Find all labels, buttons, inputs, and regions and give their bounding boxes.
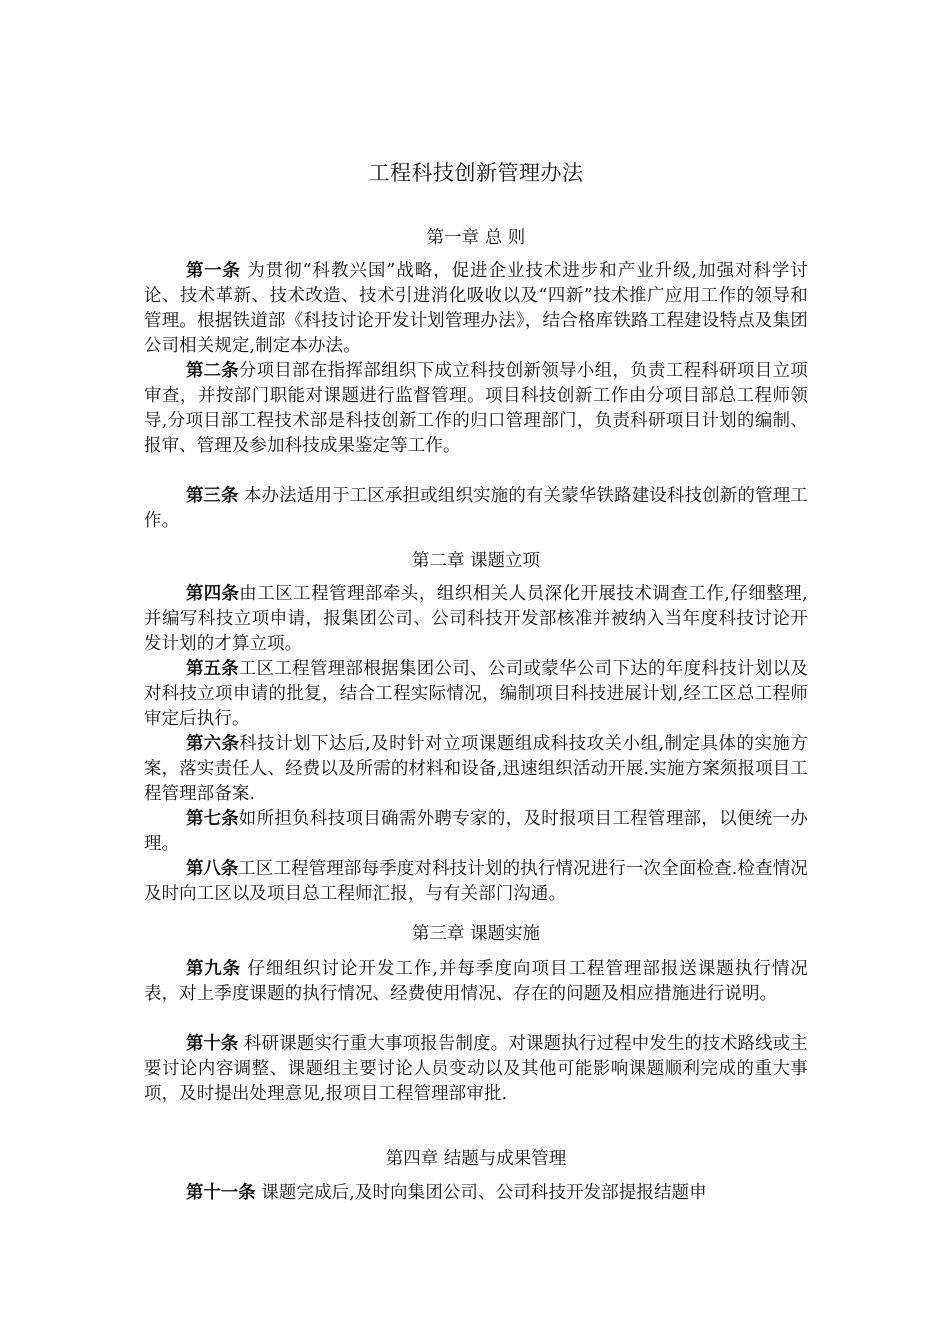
article-text: 仔细组织讨论开发工作,并每季度向项目工程管理部报送课题执行情况表，对上季度课题的执行情况、经费使用情况、存在的问题及相应措施进行说明。 xyxy=(144,959,808,1004)
article-text: 由工区工程管理部牵头，组织相关人员深化开展技术调查工作,仔细整理,并编写科技立项申请，报集团公司、公司科技开发部核准并被纳入当年度科技讨论开发计划的才算立项。 xyxy=(144,584,808,654)
article-8 xyxy=(144,857,808,907)
chapter-heading: 第三章 课题实施 xyxy=(411,924,541,944)
article-number: 第五条 xyxy=(186,659,239,679)
article-number: 第六条 xyxy=(186,734,240,754)
article-6 xyxy=(144,732,808,807)
article-text: 为贯彻“科教兴国”战略，促进企业技术进步和产业升级,加强对科学讨论、技术革新、技术改造、技术引进消化吸收以及“四新”技术推广应用工作的领导和管理。根据铁道部《科技讨论开发计划管理办法》，结合格库铁路工程建设特点及集团公司相关规定,制定本办法。 xyxy=(144,261,808,356)
article-number: 第一条 xyxy=(186,261,241,281)
article-number: 第二条 xyxy=(186,361,239,381)
article-text: 工区工程管理部根据集团公司、公司或蒙华公司下达的年度科技计划以及对科技立项申请的批复，结合工程实际情况，编制项目科技进展计划,经工区总工程师审定后执行。 xyxy=(144,659,808,729)
article-number: 第八条 xyxy=(186,859,239,879)
article-1 xyxy=(144,259,808,359)
article-5 xyxy=(144,657,808,732)
article-text: 本办法适用于工区承担或组织实施的有关蒙华铁路建设科技创新的管理工作。 xyxy=(144,486,808,531)
article-number: 第四条 xyxy=(186,584,240,604)
article-number: 第九条 xyxy=(186,959,241,979)
article-number: 第三条 xyxy=(186,486,239,506)
article-7 xyxy=(144,807,808,857)
article-2 xyxy=(144,359,808,459)
article-text: 科研课题实行重大事项报告制度。对课题执行过程中发生的技术路线或主要讨论内容调整、课题组主要讨论人员变动以及其他可能影响课题顺利完成的重大事项，及时提出处理意见,报项目工程管理部审批. xyxy=(144,1034,808,1104)
article-number: 第十一条 xyxy=(186,1183,256,1203)
article-text: 如所担负科技项目确需外聘专家的，及时报项目工程管理部，以便统一办理。 xyxy=(144,809,808,854)
article-number: 第七条 xyxy=(186,809,239,829)
chapter-heading: 第二章 课题立项 xyxy=(411,551,541,571)
article-11 xyxy=(144,1181,808,1206)
article-number: 第十条 xyxy=(186,1034,239,1054)
document-title: 工程科技创新管理办法 xyxy=(368,161,584,185)
article-text: 分项目部在指挥部组织下成立科技创新领导小组，负责工程科研项目立项审查，并按部门职能对课题进行监督管理。项目科技创新工作由分项目部总工程师领导,分项目部工程技术部是科技创新工作的归口管理部门，负责科研项目计划的编制、报审、管理及参加科技成果鉴定等工作。 xyxy=(144,361,808,456)
article-3 xyxy=(144,484,808,534)
article-text: 课题完成后,及时向集团公司、公司科技开发部提报结题申 xyxy=(255,1183,707,1203)
chapter-heading: 第一章 总 则 xyxy=(426,228,526,248)
article-9 xyxy=(144,957,808,1007)
article-4 xyxy=(144,582,808,657)
article-10 xyxy=(144,1032,808,1107)
chapter-heading: 第四章 结题与成果管理 xyxy=(385,1149,567,1169)
article-text: 工区工程管理部每季度对科技计划的执行情况进行一次全面检查.检查情况及时向工区以及项目总工程师汇报，与有关部门沟通。 xyxy=(144,859,808,904)
article-text: 科技计划下达后,及时针对立项课题组成科技攻关小组,制定具体的实施方案，落实责任人、经费以及所需的材料和设备,迅速组织活动开展.实施方案须报项目工程管理部备案. xyxy=(144,734,808,804)
